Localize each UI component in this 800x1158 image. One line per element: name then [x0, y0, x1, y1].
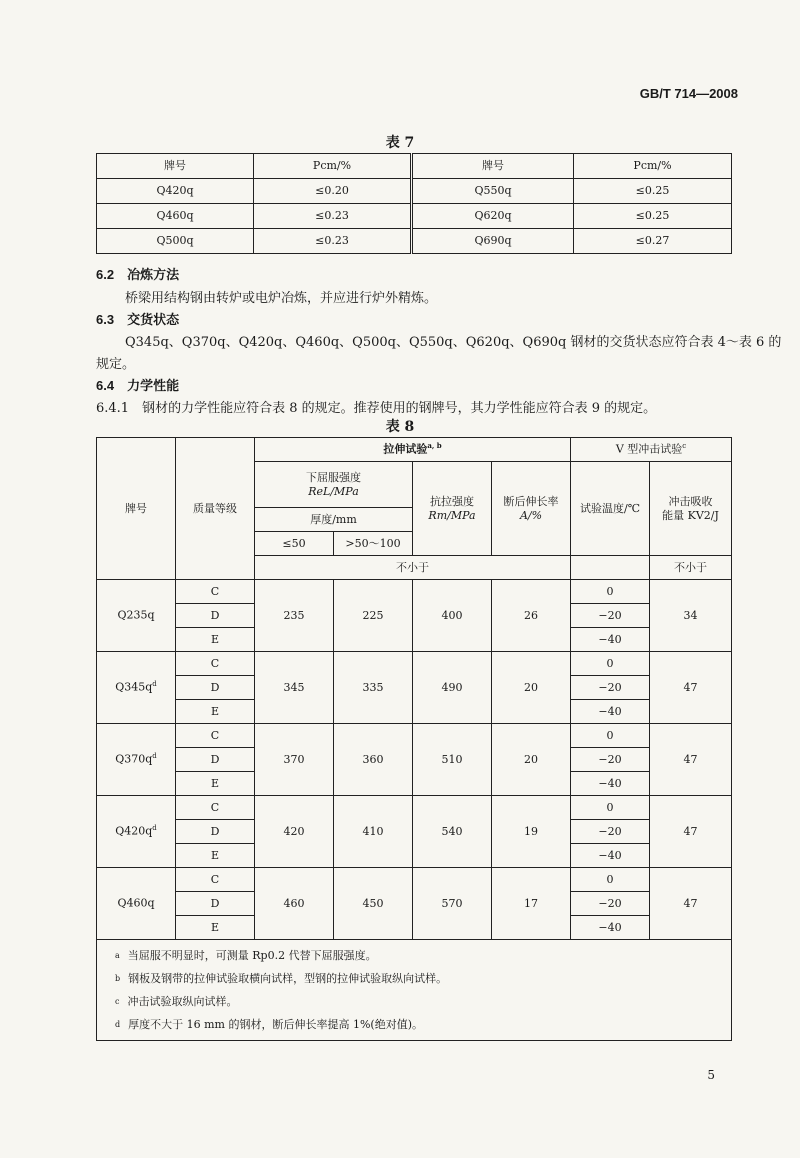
table7-cell: Q690q [412, 229, 574, 254]
yield-2-cell: 410 [334, 796, 413, 868]
temp-cell: −40 [571, 700, 650, 724]
header-thickness-1: ≤50 [255, 532, 334, 556]
quality-cell: E [176, 700, 255, 724]
yield-1-cell: 345 [255, 652, 334, 724]
grade-cell: $Q370q^d$ [97, 724, 176, 796]
elongation-cell: 26 [492, 580, 571, 652]
header-elongation: 断后伸长率 A/% [492, 462, 571, 556]
table-row [97, 154, 732, 179]
header-test-temp: 试验温度/℃ [571, 462, 650, 556]
temp-cell: −20 [571, 892, 650, 916]
quality-cell: C [176, 580, 255, 604]
table7-cell: ≤0.23 [254, 204, 412, 229]
temp-cell: 0 [571, 652, 650, 676]
table-row [97, 796, 732, 820]
table-row [97, 229, 732, 254]
table-row [97, 204, 732, 229]
table7-cell: Q460q [97, 204, 254, 229]
section-6-4-1-text: 6.4.1 钢材的力学性能应符合表 8 的规定。推荐使用的钢牌号，其力学性能应符合表 9 的规定。 [96, 401, 657, 416]
yield-2-cell: 335 [334, 652, 413, 724]
header-tensile: 拉伸试验$^{a, b}$ [255, 438, 571, 462]
table8-notes-row [97, 940, 732, 1041]
quality-cell: D [176, 892, 255, 916]
header-thickness: 厚度/mm [255, 508, 413, 532]
header-yield: 下屈服强度 ReL/MPa [255, 462, 413, 508]
temp-cell: −20 [571, 676, 650, 700]
elongation-cell: 20 [492, 724, 571, 796]
yield-2-cell: 450 [334, 868, 413, 940]
quality-cell: C [176, 652, 255, 676]
table7-cell: ≤0.27 [574, 229, 732, 254]
tensile-cell: 540 [413, 796, 492, 868]
quality-cell: C [176, 724, 255, 748]
temp-cell: 0 [571, 796, 650, 820]
elongation-cell: 20 [492, 652, 571, 724]
quality-cell: D [176, 820, 255, 844]
temp-cell: −20 [571, 820, 650, 844]
page-number: 5 [707, 1068, 715, 1082]
table7-cell: ≤0.23 [254, 229, 412, 254]
table7-cell: Q620q [412, 204, 574, 229]
table-row [97, 580, 732, 604]
temp-cell: −40 [571, 844, 650, 868]
section-6-3-text: Q345q、Q370q、Q420q、Q460q、Q500q、Q550q、Q620q、Q690q 钢材的交货状态应符合表 4～表 6 的 [125, 335, 782, 350]
section-6-2-title: 6.2 冶炼方法 [96, 267, 180, 282]
table7-caption: 表 7 [385, 135, 415, 151]
temp-cell: −20 [571, 748, 650, 772]
temp-cell: −40 [571, 628, 650, 652]
table-row [97, 724, 732, 748]
table7-cell: ≤0.25 [574, 179, 732, 204]
yield-1-cell: 235 [255, 580, 334, 652]
header-thickness-2: >50～100 [334, 532, 413, 556]
quality-cell: E [176, 772, 255, 796]
temp-cell: −20 [571, 604, 650, 628]
yield-2-cell: 225 [334, 580, 413, 652]
table8-note-b: $^b$ 钢板及钢带的拉伸试验取横向试样，型钢的拉伸试验取纵向试样。 [115, 972, 448, 985]
section-6-3-title: 6.3 交货状态 [96, 312, 180, 327]
quality-cell: E [176, 628, 255, 652]
quality-cell: D [176, 676, 255, 700]
quality-cell: D [176, 604, 255, 628]
temp-cell: 0 [571, 868, 650, 892]
tensile-cell: 490 [413, 652, 492, 724]
energy-cell: 34 [650, 580, 732, 652]
table-row [97, 652, 732, 676]
section-6-3-text-cont: 规定。 [96, 357, 136, 372]
section-6-2-text: 桥梁用结构钢由转炉或电炉冶炼，并应进行炉外精炼。 [125, 291, 438, 306]
header-grade: 牌号 [97, 438, 176, 580]
table7-header-grade-1: 牌号 [97, 154, 254, 179]
temp-cell: 0 [571, 724, 650, 748]
header-impact: V 型冲击试验$^c$ [571, 438, 732, 462]
section-6-4-title: 6.4 力学性能 [96, 378, 180, 393]
table8-caption: 表 8 [385, 419, 415, 435]
table7-cell: Q500q [97, 229, 254, 254]
table7-cell: ≤0.20 [254, 179, 412, 204]
table7-header-grade-2: 牌号 [412, 154, 574, 179]
table-row [97, 438, 732, 462]
energy-cell: 47 [650, 796, 732, 868]
table8-note-c: $^c$ 冲击试验取纵向试样。 [115, 995, 238, 1008]
energy-cell: 47 [650, 652, 732, 724]
temp-cell: 0 [571, 580, 650, 604]
yield-1-cell: 420 [255, 796, 334, 868]
table7-header-pcm-2: Pcm/% [574, 154, 732, 179]
grade-cell: Q460q [97, 868, 176, 940]
yield-2-cell: 360 [334, 724, 413, 796]
table-row [97, 868, 732, 892]
temp-cell: −40 [571, 772, 650, 796]
table8 [96, 437, 732, 1041]
header-quality: 质量等级 [176, 438, 255, 580]
energy-cell: 47 [650, 724, 732, 796]
yield-1-cell: 370 [255, 724, 334, 796]
header-empty [571, 556, 650, 580]
tensile-cell: 510 [413, 724, 492, 796]
table7-cell: Q550q [412, 179, 574, 204]
table7-cell: ≤0.25 [574, 204, 732, 229]
table7 [96, 153, 732, 254]
grade-cell: Q235q [97, 580, 176, 652]
header-not-less: 不小于 [255, 556, 571, 580]
temp-cell: −40 [571, 916, 650, 940]
table7-cell: Q420q [97, 179, 254, 204]
grade-cell: $Q420q^d$ [97, 796, 176, 868]
quality-cell: E [176, 916, 255, 940]
quality-cell: C [176, 868, 255, 892]
quality-cell: C [176, 796, 255, 820]
tensile-cell: 570 [413, 868, 492, 940]
tensile-cell: 400 [413, 580, 492, 652]
elongation-cell: 19 [492, 796, 571, 868]
table-row [97, 179, 732, 204]
table7-header-pcm-1: Pcm/% [254, 154, 412, 179]
standard-number: GB/T 714—2008 [639, 86, 738, 101]
table8-note-a: $^a$ 当屈服不明显时，可测量 Rp0.2 代替下屈服强度。 [115, 949, 377, 962]
header-not-less-2: 不小于 [650, 556, 732, 580]
energy-cell: 47 [650, 868, 732, 940]
grade-cell: $Q345q^d$ [97, 652, 176, 724]
table8-notes [97, 940, 732, 1041]
header-energy: 冲击吸收 能量 KV2/J [650, 462, 732, 556]
table8-note-d: $^d$ 厚度不大于 16 mm 的钢材，断后伸长率提高 1%(绝对值)。 [115, 1018, 424, 1031]
header-tensile-strength: 抗拉强度 Rm/MPa [413, 462, 492, 556]
elongation-cell: 17 [492, 868, 571, 940]
yield-1-cell: 460 [255, 868, 334, 940]
quality-cell: E [176, 844, 255, 868]
quality-cell: D [176, 748, 255, 772]
